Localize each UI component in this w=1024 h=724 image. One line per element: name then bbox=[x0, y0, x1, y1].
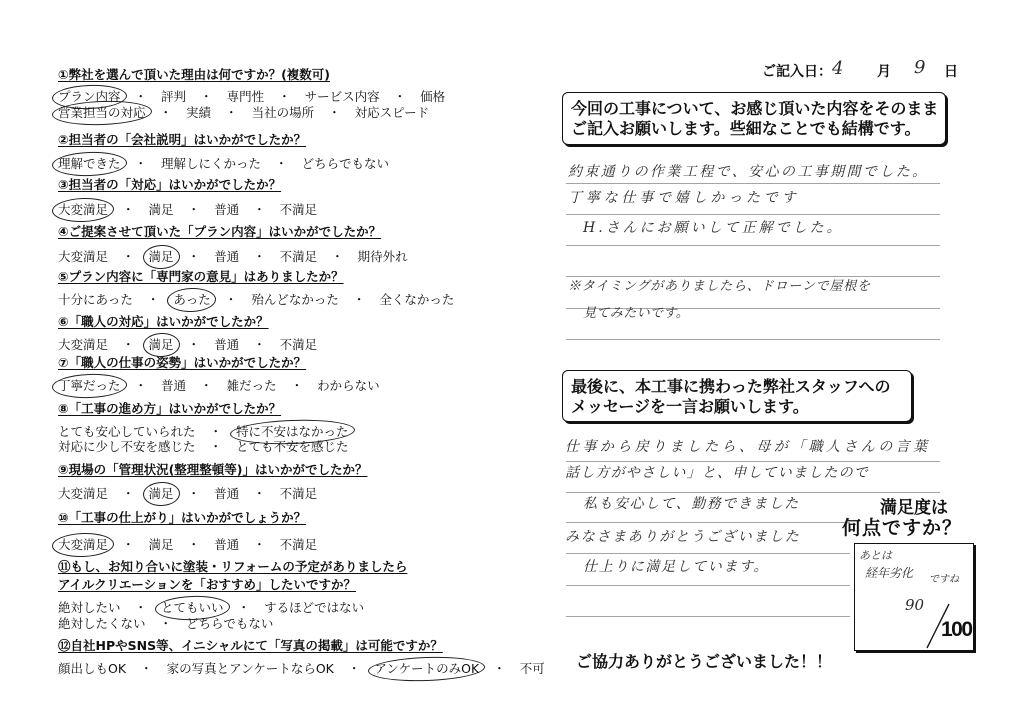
question-heading-row bbox=[58, 66, 330, 84]
option: 満足 bbox=[148, 202, 174, 217]
option: 普通 bbox=[214, 337, 240, 352]
entry-date-day-unit: 日 bbox=[944, 64, 958, 80]
option-circled: アンケートのみOK bbox=[374, 661, 480, 676]
option: 絶対したい bbox=[58, 600, 121, 615]
message-answer-line: 私も安心して、勤務できました bbox=[583, 496, 800, 512]
option-separator: ・ bbox=[122, 337, 135, 352]
option-row bbox=[58, 201, 317, 219]
option-row bbox=[58, 104, 429, 122]
option-separator: ・ bbox=[290, 378, 304, 393]
comment-answer-line: 丁寧な仕事で嬉しかったです bbox=[568, 190, 800, 206]
satisfaction-question: 何点ですか？ bbox=[842, 517, 963, 539]
option-separator: ・ bbox=[122, 486, 135, 501]
option-row bbox=[58, 291, 454, 309]
option-separator: ・ bbox=[122, 537, 135, 552]
score-box bbox=[854, 543, 974, 651]
option: 対応スピード bbox=[354, 105, 430, 120]
option-separator: ・ bbox=[328, 105, 341, 120]
option: 当社の場所 bbox=[251, 105, 315, 120]
ruled-line bbox=[566, 616, 850, 617]
option: 普通 bbox=[214, 249, 240, 264]
entry-date-label: ご記入日： bbox=[762, 64, 832, 80]
option: 殆んどなかった bbox=[251, 292, 339, 307]
question-heading: ④ご提案させて頂いた「プラン内容」はいかがでしたか？ bbox=[58, 224, 382, 239]
option-circled: 満足 bbox=[148, 486, 174, 501]
option-circled: 理解できた bbox=[58, 156, 121, 171]
question-heading: ③担当者の「対応」はいかがでしたか？ bbox=[58, 177, 282, 192]
option-separator: ・ bbox=[140, 661, 153, 676]
option-circled: 大変満足 bbox=[58, 537, 109, 552]
option-row bbox=[58, 438, 349, 456]
option-separator: ・ bbox=[134, 89, 148, 104]
option-separator: ・ bbox=[253, 486, 266, 501]
option: 絶対したくない bbox=[58, 616, 146, 631]
question-heading: ⑤プラン内容に「専門家の意見」はありましたか？ bbox=[58, 269, 344, 284]
option: どちらでもない bbox=[301, 156, 389, 171]
option: 対応に少し不安を感じた bbox=[58, 439, 196, 454]
option-separator: ・ bbox=[237, 600, 251, 615]
option-row bbox=[58, 336, 317, 354]
option-separator: ・ bbox=[278, 89, 291, 104]
comment-answer-line: 約束通りの作業工程で、安心の工事期間でした。 bbox=[568, 164, 929, 180]
option: 期待外れ bbox=[357, 249, 408, 264]
ruled-line bbox=[566, 492, 940, 493]
option-row bbox=[58, 536, 317, 554]
option: 雑だった bbox=[226, 378, 277, 393]
score-note-line: 経年劣化 bbox=[865, 566, 914, 580]
comment-prompt-line: 今回の工事について、お感じ頂いた内容をそのまま bbox=[571, 99, 939, 118]
option: 大変満足 bbox=[58, 337, 109, 352]
option: 専門性 bbox=[226, 89, 265, 104]
option: 評判 bbox=[161, 89, 187, 104]
option-separator: ・ bbox=[331, 249, 344, 264]
option-separator: ・ bbox=[209, 439, 223, 454]
option-row bbox=[58, 660, 545, 678]
question-heading: ⑨現場の「管理状況(整理整頓等)」はいかがでしたか？ bbox=[58, 462, 368, 477]
option-separator: ・ bbox=[253, 202, 266, 217]
question-heading-row bbox=[58, 354, 306, 372]
option-row bbox=[58, 248, 408, 266]
option: 不満足 bbox=[279, 249, 318, 264]
message-answer-line: みなさまありがとうございました bbox=[565, 529, 801, 545]
option-separator: ・ bbox=[134, 156, 148, 171]
option-circled: 満足 bbox=[148, 249, 174, 264]
option-row bbox=[58, 155, 389, 173]
message-answer-line: 仕事から戻りましたら、母が「職人さんの言葉 bbox=[565, 439, 931, 455]
option: 普通 bbox=[214, 486, 240, 501]
comment-prompt-line: ご記入お願いします。些細なことでも結構です。 bbox=[571, 119, 921, 138]
option: 不満足 bbox=[279, 337, 318, 352]
question-heading-row bbox=[58, 509, 306, 527]
option-separator: ・ bbox=[187, 249, 201, 264]
entry-date-month-unit: 月 bbox=[877, 64, 891, 80]
option: とても安心していられた bbox=[58, 424, 196, 439]
question-heading-row bbox=[58, 461, 368, 479]
option: するほどではない bbox=[264, 600, 365, 615]
option-separator: ・ bbox=[253, 537, 266, 552]
option-circled: 丁寧だった bbox=[58, 378, 121, 393]
option-separator: ・ bbox=[225, 105, 238, 120]
option: 満足 bbox=[148, 537, 174, 552]
option-separator: ・ bbox=[393, 89, 407, 104]
option: 理解しにくかった bbox=[161, 156, 262, 171]
entry-date-month: 4 bbox=[832, 58, 844, 79]
option: 家の写真とアンケートならOK bbox=[166, 661, 334, 676]
question-heading: ⑪もし、お知り合いに塗装・リフォームの予定がありましたら bbox=[58, 559, 408, 574]
option: 十分にあった bbox=[58, 292, 133, 307]
option: 大変満足 bbox=[58, 486, 109, 501]
option-separator: ・ bbox=[209, 424, 223, 439]
option-separator: ・ bbox=[134, 600, 148, 615]
question-heading: ⑩「工事の仕上がり」はいかがでしょうか？ bbox=[58, 510, 307, 525]
score-max: 100 bbox=[941, 618, 972, 641]
option-circled: プラン内容 bbox=[58, 89, 121, 104]
message-answer-line: 話し方がやさしい」と、申していましたので bbox=[565, 465, 869, 481]
ruled-line bbox=[566, 183, 940, 184]
option: サービス内容 bbox=[304, 89, 380, 104]
comment-prompt-box bbox=[562, 92, 946, 145]
option: 価格 bbox=[420, 89, 446, 104]
question-heading: ①弊社を選んで頂いた理由は何ですか？(複数可) bbox=[58, 67, 331, 82]
option-separator: ・ bbox=[347, 661, 361, 676]
closing-thanks: ご協力ありがとうございました！！ bbox=[576, 652, 833, 671]
option-separator: ・ bbox=[200, 89, 213, 104]
option-separator: ・ bbox=[253, 337, 266, 352]
message-prompt-box bbox=[562, 370, 912, 422]
ruled-line bbox=[566, 339, 940, 340]
ruled-line bbox=[566, 245, 940, 246]
option: 全くなかった bbox=[379, 292, 455, 307]
question-heading-row bbox=[58, 400, 281, 418]
option: 大変満足 bbox=[58, 249, 109, 264]
option-row bbox=[58, 615, 273, 633]
satisfaction-title: 満足度は bbox=[880, 498, 948, 518]
option-separator: ・ bbox=[187, 486, 201, 501]
option-separator: ・ bbox=[187, 202, 201, 217]
ruled-line bbox=[566, 553, 850, 554]
ruled-line bbox=[566, 276, 940, 277]
ruled-line bbox=[566, 522, 850, 523]
question-heading-row bbox=[58, 131, 306, 149]
question-heading: ②担当者の「会社説明」はいかがでしたか？ bbox=[58, 132, 307, 147]
option-separator: ・ bbox=[253, 249, 266, 264]
question-heading-row bbox=[58, 176, 281, 194]
ruled-line bbox=[566, 214, 940, 215]
option: 普通 bbox=[214, 537, 240, 552]
question-heading: ⑥「職人の対応」はいかがでしたか？ bbox=[58, 314, 269, 329]
option: とても不安を感じた bbox=[236, 439, 349, 454]
question-heading-row bbox=[58, 313, 269, 331]
option-separator: ・ bbox=[187, 537, 201, 552]
option: どちらでもない bbox=[186, 616, 274, 631]
score-note-line: あとは bbox=[859, 549, 892, 562]
option-separator: ・ bbox=[224, 292, 238, 307]
option: 普通 bbox=[161, 378, 187, 393]
option-separator: ・ bbox=[200, 378, 213, 393]
ruled-line bbox=[566, 585, 850, 586]
comment-answer-line: ※タイミングがありましたら、ドローンで屋根を bbox=[568, 279, 871, 294]
option-separator: ・ bbox=[122, 249, 135, 264]
comment-answer-line: 見てみたいです。 bbox=[583, 306, 690, 321]
option: 不満足 bbox=[279, 537, 318, 552]
option-row bbox=[58, 377, 380, 395]
option-circled: 営業担当の対応 bbox=[58, 105, 146, 120]
question-heading-row bbox=[58, 268, 344, 286]
option: 顔出しもOK bbox=[58, 661, 127, 676]
option: 普通 bbox=[214, 202, 240, 217]
score-note-line: ですね bbox=[929, 574, 959, 585]
question-heading: ⑫自社HPやSNS等、イニシャルにて「写真の掲載」は可能ですか？ bbox=[58, 638, 443, 653]
option: 不可 bbox=[519, 661, 545, 676]
option: わからない bbox=[317, 378, 380, 393]
question-heading-row bbox=[58, 223, 381, 241]
option-separator: ・ bbox=[122, 202, 135, 217]
option-separator: ・ bbox=[146, 292, 160, 307]
message-prompt-line: 最後に、本工事に携わった弊社スタッフへの bbox=[571, 377, 891, 396]
option-circled: 特に不安はなかった bbox=[236, 424, 349, 439]
option-separator: ・ bbox=[134, 378, 148, 393]
option-row bbox=[58, 485, 317, 503]
option-separator: ・ bbox=[275, 156, 288, 171]
option-separator: ・ bbox=[159, 616, 173, 631]
message-prompt-line: メッセージを一言お願いします。 bbox=[571, 397, 809, 416]
option-circled: 大変満足 bbox=[58, 202, 109, 217]
option: 不満足 bbox=[279, 202, 318, 217]
message-answer-line: 仕上りに満足しています。 bbox=[583, 559, 770, 575]
option-circled: 満足 bbox=[148, 337, 174, 352]
option-separator: ・ bbox=[159, 105, 173, 120]
ruled-line bbox=[566, 461, 940, 462]
option-separator: ・ bbox=[187, 337, 201, 352]
option: 実績 bbox=[186, 105, 212, 120]
question-heading-row bbox=[58, 558, 407, 576]
question-heading-row bbox=[58, 637, 443, 655]
option-circled: あった bbox=[173, 292, 211, 307]
comment-answer-line: H.さんにお願いして正解でした。 bbox=[583, 220, 844, 236]
score-value: 90 bbox=[905, 596, 925, 614]
question-heading: ⑦「職人の仕事の姿勢」はいかがでしたか？ bbox=[58, 355, 307, 370]
option-separator: ・ bbox=[352, 292, 366, 307]
question-heading-row bbox=[58, 576, 356, 594]
question-heading: アイルクリエーションを「おすすめ」したいですか？ bbox=[58, 577, 357, 592]
option: 不満足 bbox=[279, 486, 318, 501]
question-heading: ⑧「工事の進め方」はいかがでしたか？ bbox=[58, 401, 282, 416]
entry-date-day: 9 bbox=[914, 57, 926, 78]
option-separator: ・ bbox=[493, 661, 506, 676]
option-circled: とてもいい bbox=[161, 600, 224, 615]
